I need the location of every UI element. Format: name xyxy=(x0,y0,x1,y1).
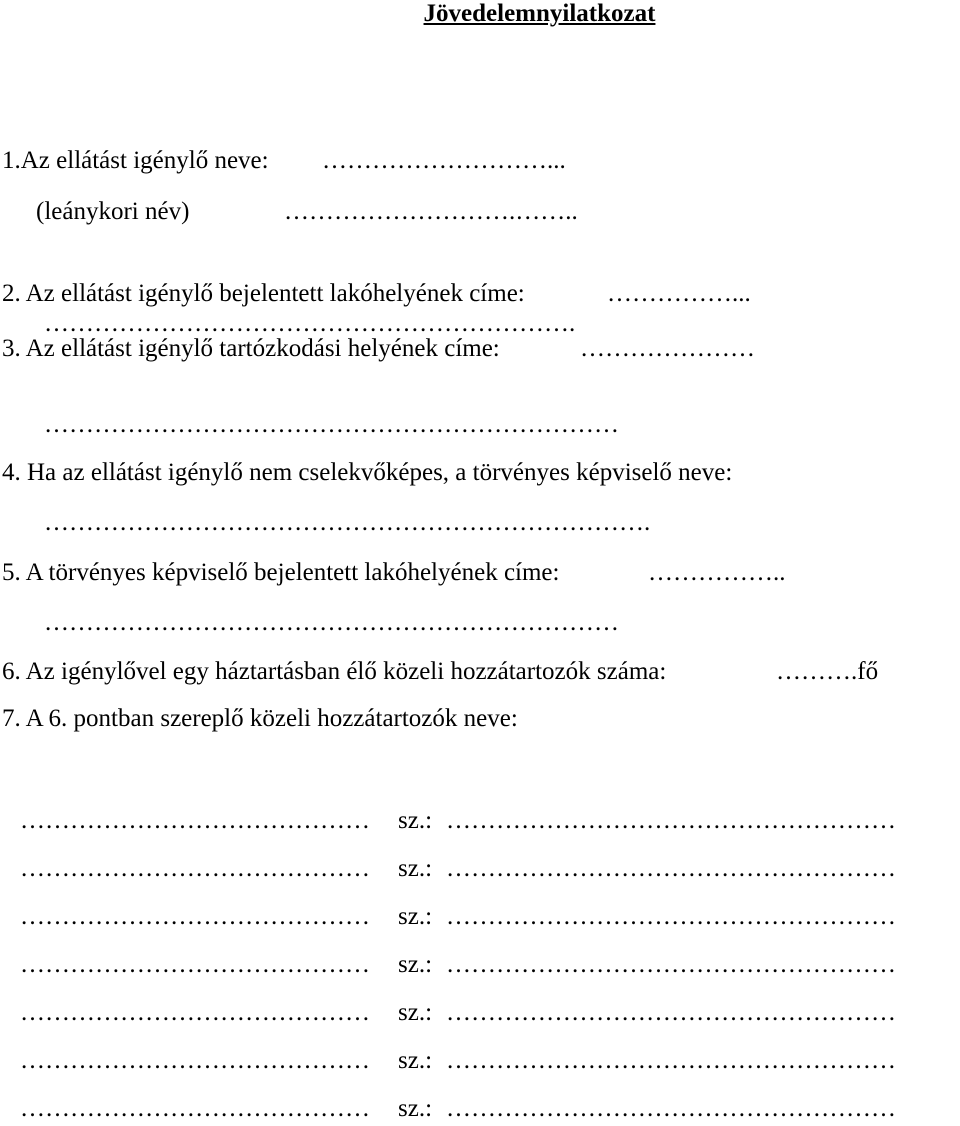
relative-row xyxy=(0,1048,960,1078)
relative-name-fill[interactable]: …………………………………… xyxy=(20,808,370,833)
birth-date-fill[interactable]: ……………………………………………… xyxy=(446,1096,896,1121)
item-2-fill[interactable]: ……………... xyxy=(607,281,751,306)
birth-date-label: sz.: xyxy=(398,1047,433,1074)
birth-date-fill[interactable]: ……………………………………………… xyxy=(446,808,896,833)
birth-date-label: sz.: xyxy=(398,1095,433,1122)
birth-date-label: sz.: xyxy=(398,951,433,978)
item-7-label: 7. A 6. pontban szereplő közeli hozzátartozók neve: xyxy=(2,705,518,732)
birth-date-fill[interactable]: ……………………………………………… xyxy=(446,952,896,977)
birth-date-label: sz.: xyxy=(398,903,433,930)
item-6-fill[interactable]: ……….fő xyxy=(776,659,879,684)
relative-row xyxy=(0,808,960,838)
relative-row xyxy=(0,1096,960,1126)
relative-name-fill[interactable]: …………………………………… xyxy=(20,1096,370,1121)
item-4-continuation-fill[interactable]: ………………………………………………………………. xyxy=(44,510,651,535)
item-1-fill[interactable]: ………………………... xyxy=(322,148,566,173)
relative-name-fill[interactable]: …………………………………… xyxy=(20,1000,370,1025)
relative-name-fill[interactable]: …………………………………… xyxy=(20,904,370,929)
relative-row xyxy=(0,952,960,982)
relative-name-fill[interactable]: …………………………………… xyxy=(20,952,370,977)
relative-name-fill[interactable]: …………………………………… xyxy=(20,856,370,881)
birth-date-label: sz.: xyxy=(398,807,433,834)
relative-row xyxy=(0,1000,960,1030)
relative-row xyxy=(0,856,960,886)
item-4-label: 4. Ha az ellátást igénylő nem cselekvőképes, a törvényes képviselő neve: xyxy=(2,459,733,486)
item-2-label: 2. Az ellátást igénylő bejelentett lakóhelyének címe: xyxy=(2,280,525,307)
item-2-continuation-fill[interactable]: ………………………………………………………. xyxy=(44,311,576,336)
birth-date-fill[interactable]: ……………………………………………… xyxy=(446,1000,896,1025)
item-3-label: 3. Az ellátást igénylő tartózkodási helyének címe: xyxy=(2,335,500,362)
birth-date-fill[interactable]: ……………………………………………… xyxy=(446,904,896,929)
item-3-continuation-fill[interactable]: …………………………………………………………… xyxy=(44,412,619,437)
item-6-label: 6. Az igénylővel egy háztartásban élő közeli hozzátartozók száma: xyxy=(2,658,667,685)
item-3-fill[interactable]: ………………… xyxy=(580,336,755,361)
birth-date-label: sz.: xyxy=(398,999,433,1026)
birth-date-fill[interactable]: ……………………………………………… xyxy=(446,1048,896,1073)
item-1-label: 1.Az ellátást igénylő neve: xyxy=(2,147,269,174)
item-1-maiden-name-label: (leánykori név) xyxy=(36,198,190,225)
item-5-label: 5. A törvényes képviselő bejelentett lakóhelyének címe: xyxy=(2,559,560,586)
page-title: Jövedelemnyilatkozat xyxy=(423,0,656,27)
relative-name-fill[interactable]: …………………………………… xyxy=(20,1048,370,1073)
item-5-continuation-fill[interactable]: …………………………………………………………… xyxy=(44,610,619,635)
item-5-fill[interactable]: …………….. xyxy=(648,560,786,585)
relative-row xyxy=(0,904,960,934)
birth-date-label: sz.: xyxy=(398,855,433,882)
birth-date-fill[interactable]: ……………………………………………… xyxy=(446,856,896,881)
item-1-maiden-name-fill[interactable]: ……………………….…….. xyxy=(284,199,578,224)
